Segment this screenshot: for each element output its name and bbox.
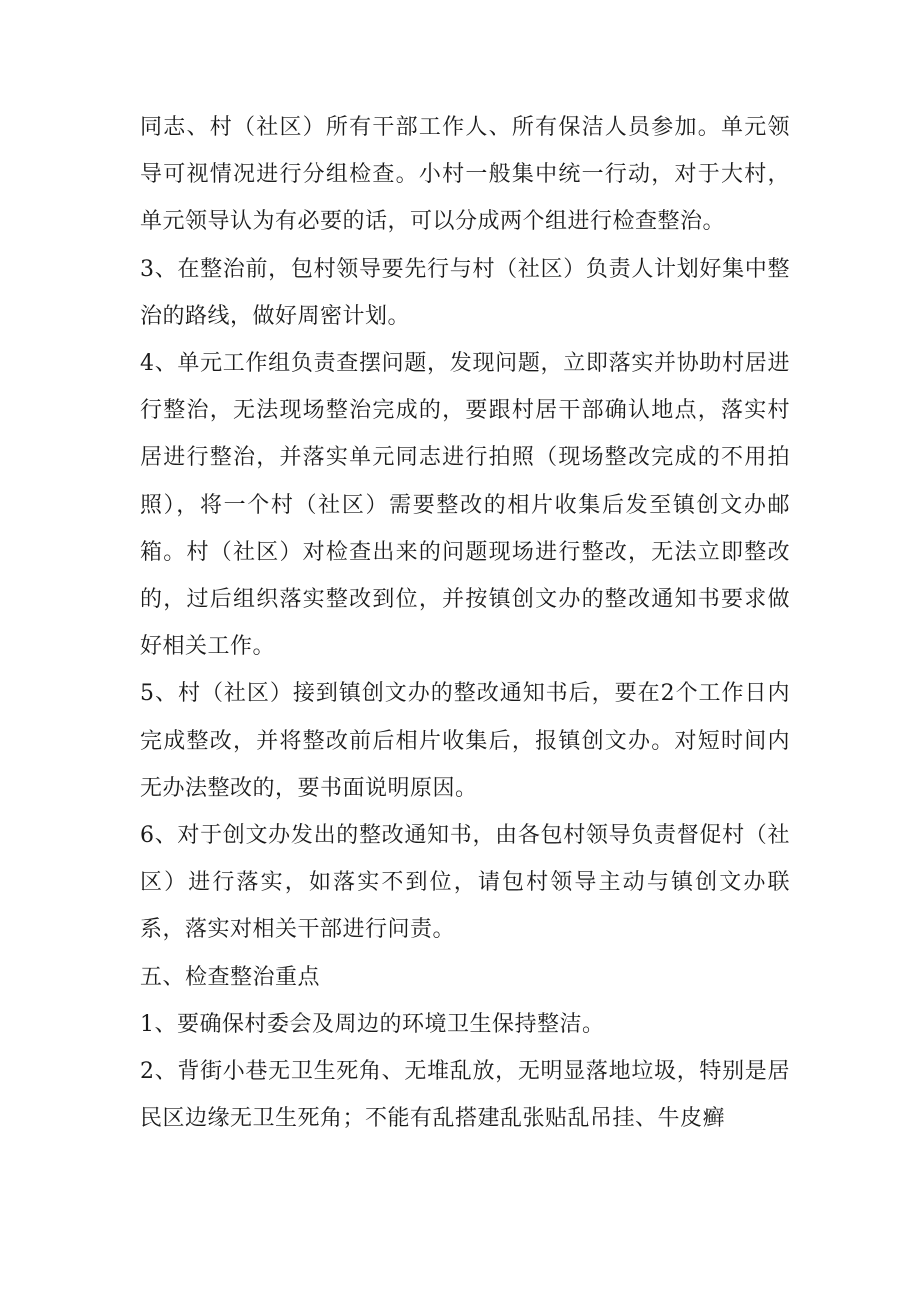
paragraph-item-5: 5、村（社区）接到镇创文办的整改通知书后，要在2个工作日内完成整改，并将整改前后相片收集后，报镇创文办。对短时间内无办法整改的，要书面说明原因。: [140, 681, 790, 801]
paragraph-item-3: 3、在整治前，包村领导要先行与村（社区）负责人计划好集中整治的路线，做好周密计划。: [140, 256, 790, 329]
document-body: [140, 104, 790, 1142]
paragraph-focus-2: 2、背街小巷无卫生死角、无堆乱放，无明显落地垃圾，特别是居民区边缘无卫生死角；不能有乱搭建乱张贴乱吊挂、牛皮癣: [140, 1059, 790, 1132]
paragraph-item-4: 4、单元工作组负责查摆问题，发现问题，立即落实并协助村居进行整治，无法现场整治完成的，要跟村居干部确认地点，落实村居进行整治，并落实单元同志进行拍照（现场整改完成的不用拍照），将一个村（社区）需要整改的相片收集后发至镇创文办邮箱。村（社区）对检查出来的问题现场进行整改，无法立即整改的，过后组织落实整改到位，并按镇创文办的整改通知书要求做好相关工作。: [140, 351, 790, 660]
paragraph-focus-1: 1、要确保村委会及周边的环境卫生保持整洁。: [140, 1011, 605, 1037]
paragraph-item-6: 6、对于创文办发出的整改通知书，由各包村领导负责督促村（社区）进行落实，如落实不到位，请包村领导主动与镇创文办联系，落实对相关干部进行问责。: [140, 823, 790, 943]
paragraph-continuation: 同志、村（社区）所有干部工作人、所有保洁人员参加。单元领导可视情况进行分组检查。小村一般集中统一行动，对于大村，单元领导认为有必要的话，可以分成两个组进行检查整治。: [140, 115, 790, 235]
section-heading: 五、检查整治重点: [140, 964, 321, 990]
